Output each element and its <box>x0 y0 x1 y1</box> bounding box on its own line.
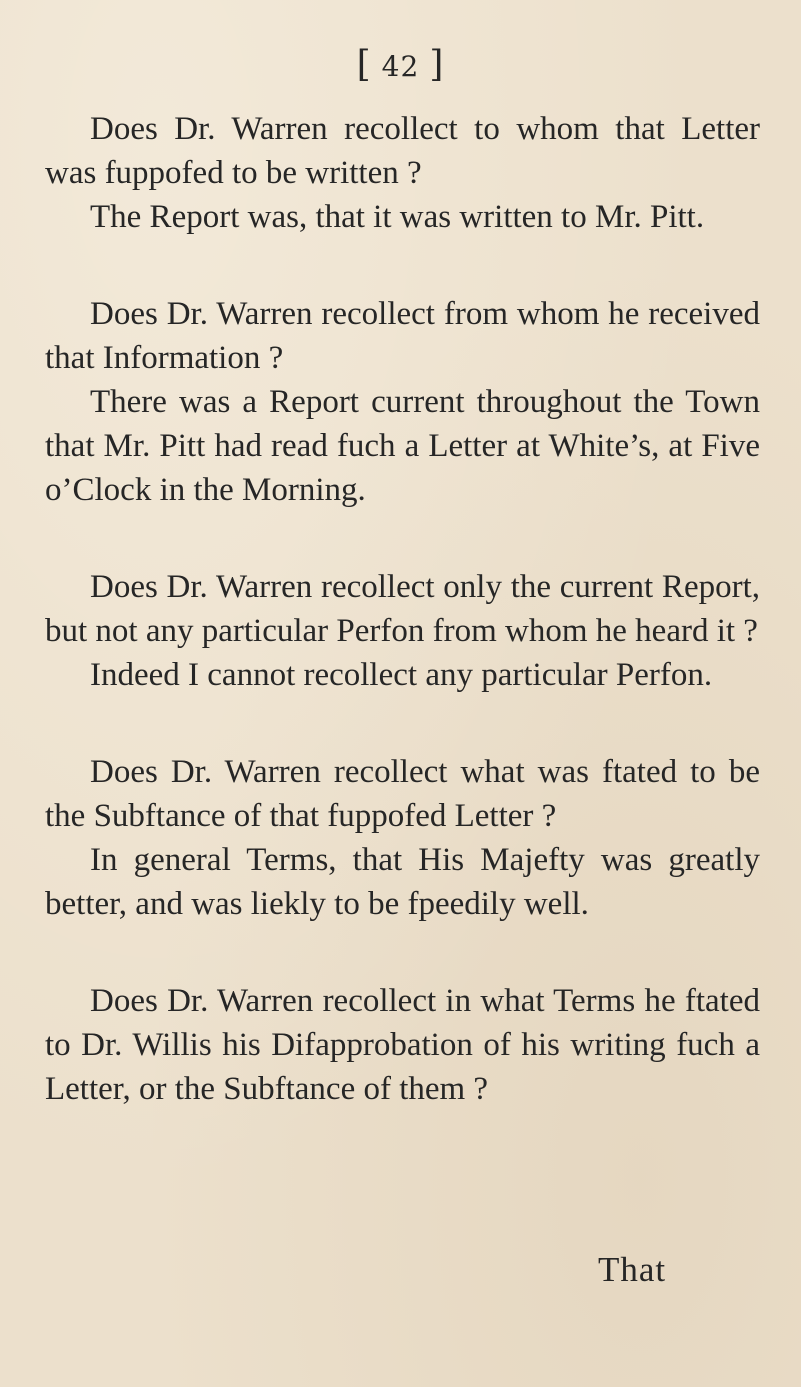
answer-text: The Report was, that it was written to Mr. Pitt. <box>90 199 705 235</box>
page-body <box>45 107 760 1111</box>
page-header <box>0 44 801 85</box>
answer-text: In general Terms, that His Majefty was greatly better, and was liekly to be fpeedily well. <box>45 842 760 922</box>
exchange <box>45 107 760 239</box>
answer-text: There was a Report current throughout the Town that Mr. Pitt had read fuch a Letter at White’s, at Five o’Clock in the Morning. <box>45 384 760 508</box>
exchange <box>45 750 760 926</box>
catchword: That <box>598 1250 667 1289</box>
question-text: Does Dr. Warren recollect to whom that Letter was fuppofed to be written ? <box>45 111 760 191</box>
header-bracket-open: [ <box>356 44 372 85</box>
exchange <box>45 292 760 512</box>
question-text: Does Dr. Warren recollect only the current Report, but not any particular Perfon from whom he heard it ? <box>45 569 760 649</box>
answer-text: Indeed I cannot recollect any particular Perfon. <box>90 657 713 693</box>
exchange <box>45 979 760 1111</box>
header-bracket-close: ] <box>429 44 445 85</box>
question-text: Does Dr. Warren recollect from whom he received that Information ? <box>45 296 760 376</box>
page-number: 42 <box>381 50 420 83</box>
exchange <box>45 565 760 697</box>
question-text: Does Dr. Warren recollect what was ftated to be the Subftance of that fuppofed Letter ? <box>45 754 760 834</box>
question-text: Does Dr. Warren recollect in what Terms he ftated to Dr. Willis his Difapprobation of his writing fuch a Letter, or the Subftance of them ? <box>45 983 760 1107</box>
